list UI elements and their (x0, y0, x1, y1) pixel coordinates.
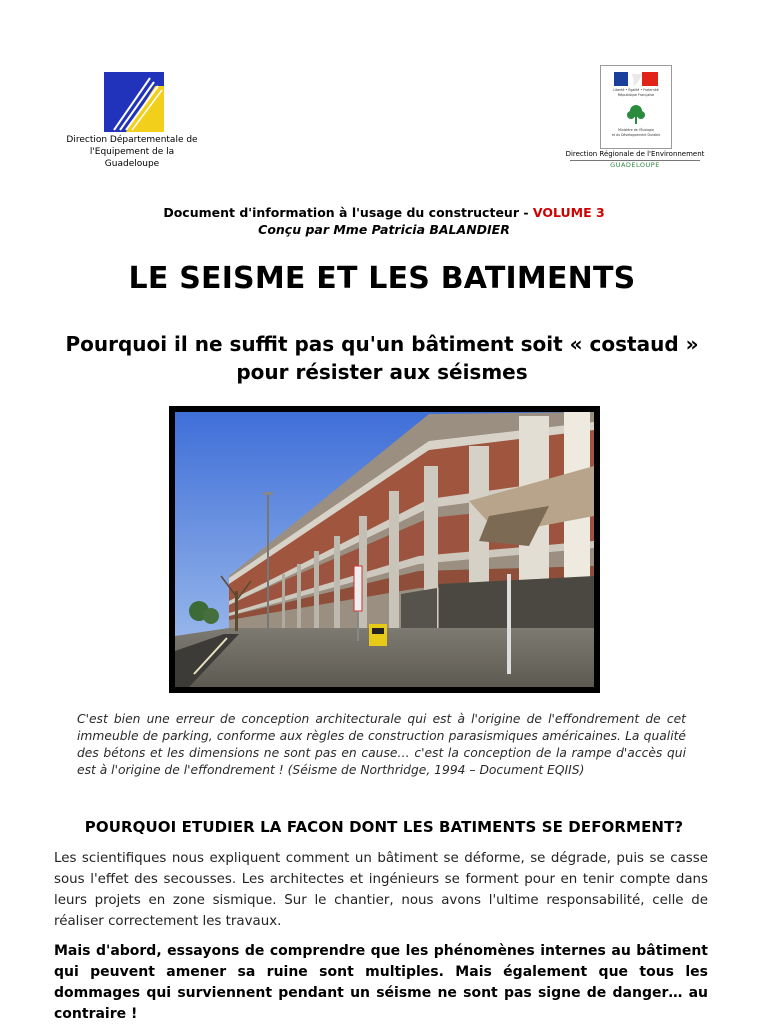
left-org-line: Direction Départementale de (66, 135, 198, 145)
page-title: LE SEISME ET LES BATIMENTS (128, 261, 636, 296)
dde-logo (104, 72, 164, 132)
ministry-text-2: et du Développement Durable (611, 133, 661, 137)
right-org-region: GUADELOUPE (610, 161, 660, 169)
tree-icon (627, 105, 645, 124)
volume-label: VOLUME 3 (532, 205, 605, 220)
left-org-line: Guadeloupe (104, 159, 160, 169)
republic-logo (600, 65, 672, 149)
body-paragraph: Les scientifiques nous expliquent comment un bâtiment se déforme, se dégrade, puis se casse sous l'effet des secousses. Les architectes et ingénieurs se forment pour en tenir compte dans leurs projets en zone sismique. Sur le chantier, nous avons l'ultime responsabilité, celle de réaliser correctement les travaux. (54, 851, 708, 929)
motto-text: Liberté • Égalité • Fraternité (613, 88, 659, 92)
section-heading: POURQUOI ETUDIER LA FACON DONT LES BATIMENTS SE DEFORMENT? (84, 818, 684, 836)
doc-info-line1 (0, 204, 768, 221)
right-org-name (560, 150, 710, 170)
subtitle-line: Pourquoi il ne suffit pas qu'un bâtiment soit « costaud » (65, 332, 699, 356)
page-subtitle (0, 330, 764, 386)
ministry-text-1: Ministère de l'Écologie (618, 128, 654, 132)
photo-caption: C'est bien une erreur de conception architecturale qui est à l'origine de l'effondrement de cet immeuble de parking, conforme aux règles de construction parasismiques américaines. La qualité des bétons et les dimensions ne sont pas en cause… c'est la conception de la rampe d'accès qui est à l'origine de l'effondrement ! (Séisme de Northridge, 1994 – Document EQIIS) (77, 712, 686, 777)
left-org-name (52, 134, 212, 170)
republic-text: République Française (617, 93, 655, 97)
document-info (0, 204, 768, 238)
collapsed-parking-photo (169, 406, 600, 693)
left-org-line: l'Equipement de la (89, 147, 175, 157)
bold-paragraph: Mais d'abord, essayons de comprendre que les phénomènes internes au bâtiment qui peuvent amener sa ruine sont multiples. Mais également que tous les dommages qui surviennent pendant un séisme ne sont pas signe de danger… au contraire ! (54, 943, 708, 1022)
right-org-title: Direction Régionale de l'Environnement (565, 150, 705, 158)
author-line: Conçu par Mme Patricia BALANDIER (258, 222, 510, 237)
subtitle-line: pour résister aux séismes (236, 360, 528, 384)
doc-info-prefix: Document d'information à l'usage du constructeur - (163, 205, 533, 220)
